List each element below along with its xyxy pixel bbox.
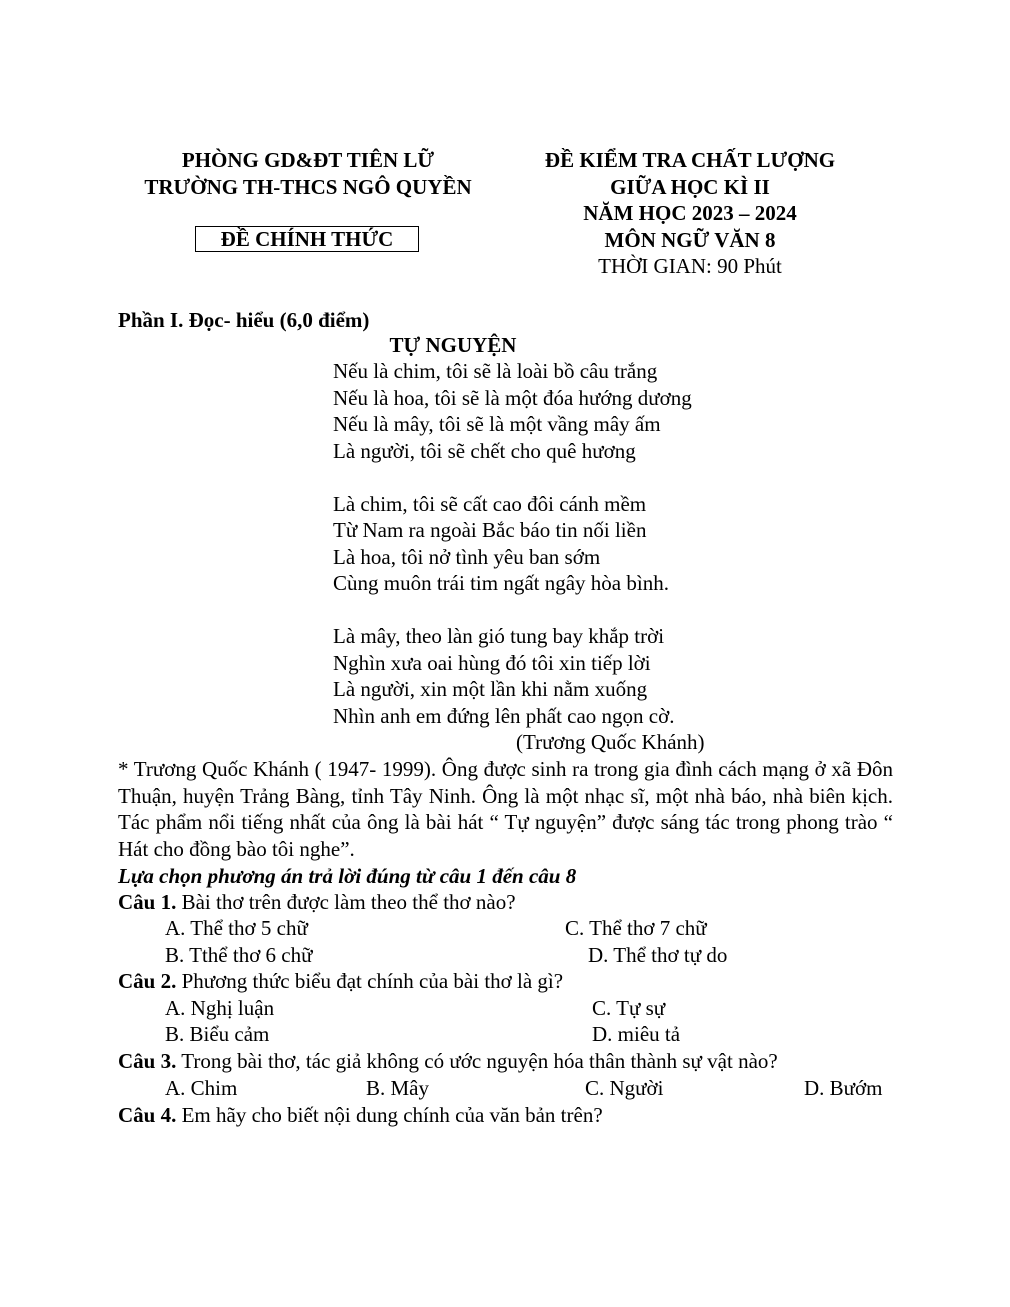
poem-line: Nếu là mây, tôi sẽ là một vầng mây ấm [333, 412, 661, 436]
option-b: B. Tthể thơ 6 chữ [165, 943, 313, 967]
question-label: Câu 4. [118, 1103, 177, 1127]
poem-line: Nếu là hoa, tôi sẽ là một đóa hướng dương [333, 385, 692, 410]
school-year: NĂM HỌC 2023 – 2024 [583, 201, 797, 225]
school-header [118, 147, 498, 200]
question-1 [118, 889, 516, 916]
question-2 [118, 968, 563, 995]
option-b: B. Mây [366, 1076, 429, 1100]
official-exam-label: ĐỀ CHÍNH THỨC [195, 226, 419, 252]
option-d: D. Bướm [804, 1076, 883, 1100]
poem-line: Là người, xin một lần khi nằm xuống [333, 677, 648, 701]
option-c: C. Tự sự [592, 996, 666, 1020]
option-a: A. Nghị luận [165, 996, 275, 1020]
subject: MÔN NGỮ VĂN 8 [604, 227, 776, 252]
question-text: Trong bài thơ, tác giả không có ước nguyện hóa thân thành sự vật nào? [176, 1049, 778, 1073]
question-4 [118, 1102, 603, 1129]
poem-line: Nghìn xưa oai hùng đó tôi xin tiếp lời [333, 650, 651, 675]
poem-title: TỰ NGUYỆN [389, 333, 517, 357]
exam-term: GIỮA HỌC KÌ II [610, 174, 770, 199]
exam-header [505, 147, 875, 280]
option-b: B. Biểu cảm [165, 1022, 270, 1046]
poem-line: Từ Nam ra ngoài Bắc báo tin nối liền [333, 518, 647, 542]
section-heading: Phần I. Đọc- hiểu (6,0 điểm) [118, 308, 370, 332]
option-d: D. Thể thơ tự do [588, 943, 728, 967]
department-name: PHÒNG GD&ĐT TIÊN LỮ [181, 148, 435, 172]
question-text: Em hãy cho biết nội dung chính của văn bản trên? [176, 1103, 603, 1127]
option-c: C. Người [585, 1076, 664, 1100]
question-label: Câu 3. [118, 1049, 177, 1073]
question-label: Câu 1. [118, 890, 177, 914]
instruction: Lựa chọn phương án trả lời đúng từ câu 1 đến câu 8 [118, 864, 577, 888]
poem-author: (Trương Quốc Khánh) [516, 730, 705, 754]
poem-line: Cùng muôn trái tim ngất ngây hòa bình. [333, 571, 669, 595]
option-a: A. Thể thơ 5 chữ [165, 916, 308, 940]
exam-duration: THỜI GIAN: 90 Phút [598, 254, 782, 278]
poem-line: Là chim, tôi sẽ cất cao đôi cánh mềm [333, 491, 647, 516]
question-text: Bài thơ trên được làm theo thể thơ nào? [176, 890, 516, 914]
poem-line: Nhìn anh em đứng lên phất cao ngọn cờ. [333, 703, 675, 728]
option-a: A. Chim [165, 1076, 238, 1100]
question-text: Phương thức biểu đạt chính của bài thơ là gì? [176, 969, 564, 993]
question-label: Câu 2. [118, 969, 177, 993]
question-3 [118, 1048, 778, 1075]
exam-title: ĐỀ KIỂM TRA CHẤT LƯỢNG [544, 148, 836, 172]
option-d: D. miêu tả [592, 1022, 681, 1046]
option-c: C. Thể thơ 7 chữ [565, 916, 707, 940]
poem-line: Là mây, theo làn gió tung bay khắp trời [333, 624, 665, 648]
poem-line: Là hoa, tôi nở tình yêu ban sớm [333, 544, 601, 569]
school-name: TRƯỜNG TH-THCS NGÔ QUYỀN [144, 174, 472, 199]
poem-line: Là người, tôi sẽ chết cho quê hương [333, 438, 636, 463]
author-note: * Trương Quốc Khánh ( 1947- 1999). Ông được sinh ra trong gia đình cách mạng ở xã Đôn Thuận, huyện Trảng Bàng, tỉnh Tây Ninh. Ông là một nhạc sĩ, một nhà báo, nhà biên kịch. Tác phẩm nổi tiếng nhất của ông là bài hát “ Tự nguyện” được sáng tác trong phong trào “ Hát cho đồng bào tôi nghe”. [118, 757, 893, 861]
poem-line: Nếu là chim, tôi sẽ là loài bồ câu trắng [333, 359, 658, 383]
